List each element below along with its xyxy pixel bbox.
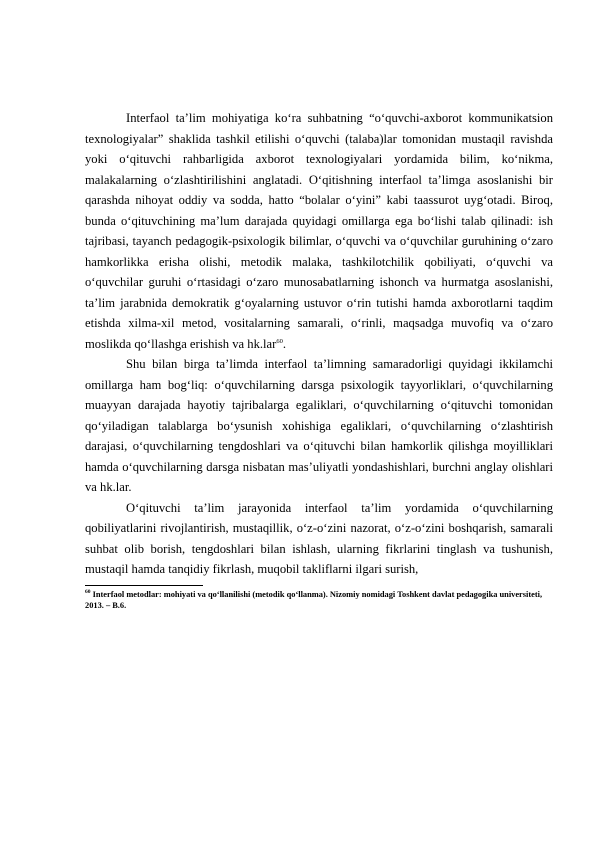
footnote-number: 60 [85, 588, 91, 595]
document-page [85, 108, 553, 611]
footnote-text: Interfaol metodlar: mohiyati va qo‘llanilishi (metodik qo‘llanma). Nizomiy nomidagi Toshkent davlat pedagogika universiteti, 2013. – B.6. [85, 589, 543, 610]
body-paragraph-1 [85, 108, 553, 354]
body-paragraph-2 [85, 354, 553, 498]
paragraph-1-text: Interfaol ta’lim mohiyatiga ko‘ra suhbatning “o‘quvchi-axborot kommunikatsion texnologiyalar” shaklida tashkil etilishi o‘quvchi (talaba)lar tomonidan mustaqil ravishda yoki o‘qituvchi rahbarligida axborot texnologiyalari yordamida bilim, ko‘nikma, malakalarning o‘zlashtirilishini anglatadi. O‘qitishning interfaol ta’limga asoslanishi bir qarashda nihoyat oddiy va sodda, hatto “bolalar o‘yini” kabi taassurot uyg‘otadi. Biroq, bunda o‘qituvchining ma’lum darajada quyidagi omillarga ega bo‘lishi talab qilinadi: ish tajribasi, tayanch pedagogik-psixologik bilimlar, o‘quvchi va o‘quvchilar guruhining o‘zaro hamkorlikka erisha olishi, metodik malaka, tashkilotchilik qobiliyati, o‘quvchi va o‘quvchilar guruhi o‘rtasidagi o‘zaro munosabatlarning ishonch va hurmatga asoslanishi, ta’lim jarabnida demokratik g‘oyalarning ustuvor o‘rin tutishi hamda axborotlarni taqdim etishda xilma-xil metod, vositalarning samarali, o‘rinli, maqsadga muvofiq va o‘zaro moslikda qo‘llashga erishish va hk.lar [85, 111, 553, 351]
footnote-divider [85, 585, 203, 586]
paragraph-1-tail: . [282, 336, 286, 351]
paragraph-2-text: Shu bilan birga ta’limda interfaol ta’limning samaradorligi quyidagi ikkilamchi omillarga ham bog‘liq: o‘quvchilarning darsga psixologik tayyorliklari, o‘quvchilarning muayyan darajada hayotiy tajribalarga egaliklari, o‘quvchilarning o‘qituvchi tomonidan qo‘yiladigan talablarga bo‘ysunish xohishiga egaliklari, o‘quvchilarning o‘zlashtirish darajasi, o‘quvchilarning tengdoshlari va o‘qituvchi bilan hamkorlik qilishga moyilliklari hamda o‘quvchilarning darsga nisbatan mas’uliyatli yondashishlari, burchni anglay olishlari va hk.lar. [85, 357, 553, 494]
footnote-reference[interactable]: 60 [276, 337, 283, 345]
body-paragraph-3 [85, 498, 553, 580]
footnote [85, 589, 553, 611]
paragraph-3-text: O‘qituvchi ta’lim jarayonida interfaol ta’lim yordamida o‘quvchilarning qobiliyatlarini rivojlantirish, mustaqillik, o‘z-o‘zini nazorat, o‘z-o‘zini boshqarish, samarali suhbat olib borish, tengdoshlari bilan ishlash, ularning fikrlarini tinglash va tushunish, mustaqil hamda tanqidiy fikrlash, muqobil takliflarni ilgari surish, [85, 500, 553, 576]
